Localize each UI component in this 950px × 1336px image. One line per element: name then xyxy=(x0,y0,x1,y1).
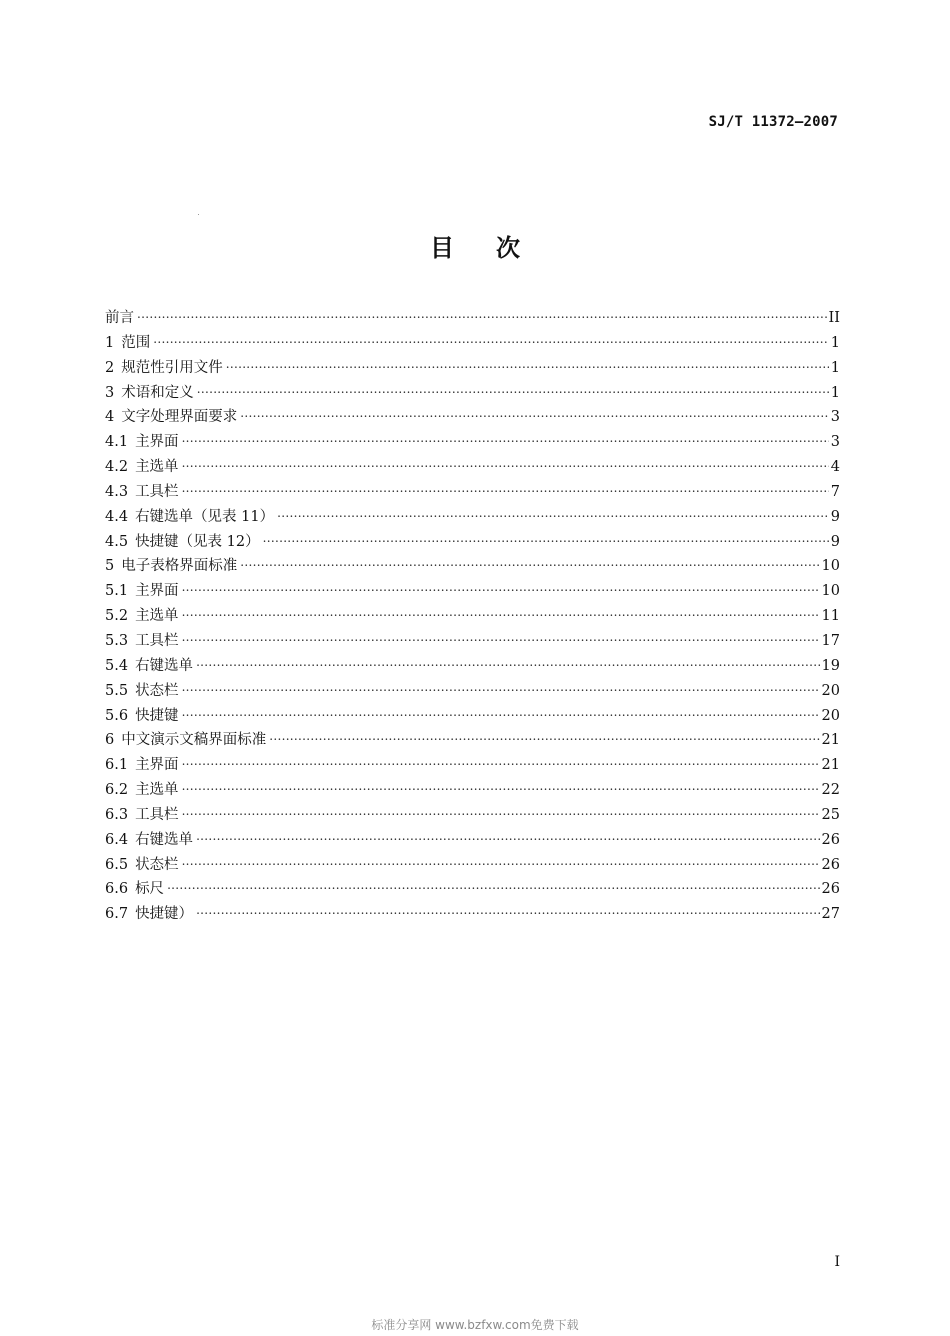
toc-entry-label: 右键选单（见表 11） xyxy=(135,508,275,525)
toc-dot-leader xyxy=(152,332,829,347)
toc-dot-leader xyxy=(268,730,819,745)
table-of-contents xyxy=(105,306,840,927)
toc-entry-number: 6 xyxy=(105,732,115,749)
toc-entry-number: 5 xyxy=(105,558,115,575)
toc-entry-number: 4 xyxy=(105,409,115,426)
toc-entry-label: 工具栏 xyxy=(135,806,179,823)
toc-entry[interactable] xyxy=(105,455,840,480)
toc-entry-page: 21 xyxy=(821,757,840,774)
toc-entry-page: 11 xyxy=(821,608,840,625)
toc-entry[interactable] xyxy=(105,604,840,629)
toc-entry-number: 3 xyxy=(105,384,115,401)
toc-entry-label: 规范性引用文件 xyxy=(121,359,223,376)
toc-dot-leader xyxy=(181,581,820,596)
toc-dot-leader xyxy=(196,382,829,397)
toc-entry-label: 主界面 xyxy=(135,583,179,600)
toc-dot-leader xyxy=(181,854,820,869)
toc-entry-page: 26 xyxy=(821,856,840,873)
toc-entry-page: 3 xyxy=(830,409,840,426)
toc-dot-leader xyxy=(181,606,820,621)
toc-dot-leader xyxy=(181,481,829,496)
toc-entry-number: 6.7 xyxy=(105,906,129,923)
toc-entry-page: 4 xyxy=(830,459,840,476)
toc-dot-leader xyxy=(195,829,819,844)
toc-dot-leader xyxy=(276,506,829,521)
toc-entry-page: 3 xyxy=(830,434,840,451)
toc-entry-page: 22 xyxy=(821,782,840,799)
toc-entry-label: 中文演示文稿界面标准 xyxy=(121,732,267,749)
toc-entry[interactable] xyxy=(105,679,840,704)
toc-entry-page: 10 xyxy=(821,558,840,575)
toc-entry-label: 右键选单 xyxy=(135,831,194,848)
toc-entry-label: 术语和定义 xyxy=(121,384,194,401)
toc-dot-leader xyxy=(239,407,829,422)
standard-number: SJ/T 11372—2007 xyxy=(708,114,838,130)
toc-entry-page: 1 xyxy=(830,334,840,351)
toc-entry[interactable] xyxy=(105,331,840,356)
toc-entry[interactable] xyxy=(105,828,840,853)
toc-dot-leader xyxy=(181,804,820,819)
toc-entry[interactable] xyxy=(105,778,840,803)
toc-entry-label: 快捷键） xyxy=(135,906,194,923)
toc-entry-page: 25 xyxy=(821,806,840,823)
toc-entry-label: 快捷键（见表 12） xyxy=(135,533,260,550)
toc-entry-number: 5.2 xyxy=(105,608,129,625)
toc-entry-page: 26 xyxy=(821,881,840,898)
toc-dot-leader xyxy=(181,705,820,720)
toc-entry-label: 主选单 xyxy=(135,782,179,799)
toc-entry-page: II xyxy=(828,310,840,326)
toc-entry-number: 2 xyxy=(105,359,115,376)
toc-entry-label: 工具栏 xyxy=(135,632,179,649)
toc-entry-number: 5.5 xyxy=(105,682,129,699)
toc-dot-leader xyxy=(195,904,819,919)
toc-entry-label: 工具栏 xyxy=(135,483,179,500)
toc-entry-number: 6.5 xyxy=(105,856,129,873)
toc-entry-page: 9 xyxy=(830,508,840,525)
toc-entry-number: 4.4 xyxy=(105,508,129,525)
toc-entry-label: 状态栏 xyxy=(135,856,179,873)
toc-entry-page: 9 xyxy=(830,533,840,550)
toc-entry[interactable] xyxy=(105,853,840,878)
toc-dot-leader xyxy=(181,680,820,695)
toc-entry[interactable] xyxy=(105,554,840,579)
toc-dot-leader xyxy=(181,630,820,645)
toc-entry-label: 标尺 xyxy=(135,881,165,898)
toc-dot-leader xyxy=(181,432,829,447)
toc-entry-label: 快捷键 xyxy=(135,707,179,724)
toc-entry-page: 20 xyxy=(821,707,840,724)
toc-entry[interactable] xyxy=(105,629,840,654)
toc-entry-number: 4.5 xyxy=(105,533,129,550)
toc-entry-number: 6.4 xyxy=(105,831,129,848)
toc-entry-number: 5.3 xyxy=(105,632,129,649)
toc-entry-number: 5.4 xyxy=(105,657,129,674)
toc-entry-number: 4.3 xyxy=(105,483,129,500)
toc-entry-label: 右键选单 xyxy=(135,657,194,674)
toc-entry[interactable] xyxy=(105,877,840,902)
scan-speck xyxy=(198,214,199,215)
toc-entry[interactable] xyxy=(105,803,840,828)
toc-entry[interactable] xyxy=(105,381,840,406)
toc-dot-leader xyxy=(181,780,820,795)
toc-entry-page: 1 xyxy=(830,359,840,376)
toc-entry-page: 17 xyxy=(821,632,840,649)
toc-entry-number: 6.1 xyxy=(105,757,129,774)
toc-entry-label: 电子表格界面标准 xyxy=(121,558,238,575)
toc-entry-page: 26 xyxy=(821,831,840,848)
toc-entry[interactable] xyxy=(105,430,840,455)
toc-entry-page: 19 xyxy=(821,657,840,674)
toc-entry[interactable] xyxy=(105,356,840,381)
toc-entry-label: 主界面 xyxy=(135,757,179,774)
toc-entry-number: 5.1 xyxy=(105,583,129,600)
toc-entry-label: 前言 xyxy=(105,310,134,326)
toc-entry-number: 1 xyxy=(105,334,115,351)
toc-entry-page: 7 xyxy=(830,483,840,500)
toc-entry[interactable] xyxy=(105,728,840,753)
toc-entry-page: 10 xyxy=(821,583,840,600)
toc-entry[interactable] xyxy=(105,579,840,604)
toc-entry[interactable] xyxy=(105,505,840,530)
toc-dot-leader xyxy=(181,457,829,472)
toc-entry-label: 主选单 xyxy=(135,459,179,476)
toc-dot-leader xyxy=(136,308,827,323)
toc-entry-page: 1 xyxy=(830,384,840,401)
toc-entry[interactable] xyxy=(105,753,840,778)
toc-entry-label: 范围 xyxy=(121,334,151,351)
toc-entry[interactable] xyxy=(105,306,840,331)
toc-dot-leader xyxy=(225,357,829,372)
toc-entry-label: 主界面 xyxy=(135,434,179,451)
toc-dot-leader xyxy=(181,755,820,770)
toc-entry-number: 4.2 xyxy=(105,459,129,476)
watermark: 标准分享网 www.bzfxw.com免费下载 xyxy=(371,1318,579,1332)
toc-entry-page: 21 xyxy=(821,732,840,749)
toc-entry[interactable] xyxy=(105,530,840,555)
page-number: I xyxy=(834,1254,840,1270)
toc-entry-number: 6.3 xyxy=(105,806,129,823)
toc-entry-page: 20 xyxy=(821,682,840,699)
toc-entry[interactable] xyxy=(105,704,840,729)
toc-entry-label: 主选单 xyxy=(135,608,179,625)
toc-dot-leader xyxy=(166,879,819,894)
toc-dot-leader xyxy=(195,655,819,670)
toc-entry-page: 27 xyxy=(821,906,840,923)
toc-entry[interactable] xyxy=(105,654,840,679)
toc-entry[interactable] xyxy=(105,480,840,505)
toc-entry-label: 文字处理界面要求 xyxy=(121,409,238,426)
toc-dot-leader xyxy=(239,556,819,571)
toc-entry-number: 4.1 xyxy=(105,434,129,451)
toc-entry[interactable] xyxy=(105,405,840,430)
page-title: 目次 xyxy=(430,234,562,262)
toc-entry-number: 6.6 xyxy=(105,881,129,898)
toc-entry-number: 5.6 xyxy=(105,707,129,724)
toc-dot-leader xyxy=(262,531,829,546)
toc-entry[interactable] xyxy=(105,902,840,927)
toc-entry-label: 状态栏 xyxy=(135,682,179,699)
toc-entry-number: 6.2 xyxy=(105,782,129,799)
